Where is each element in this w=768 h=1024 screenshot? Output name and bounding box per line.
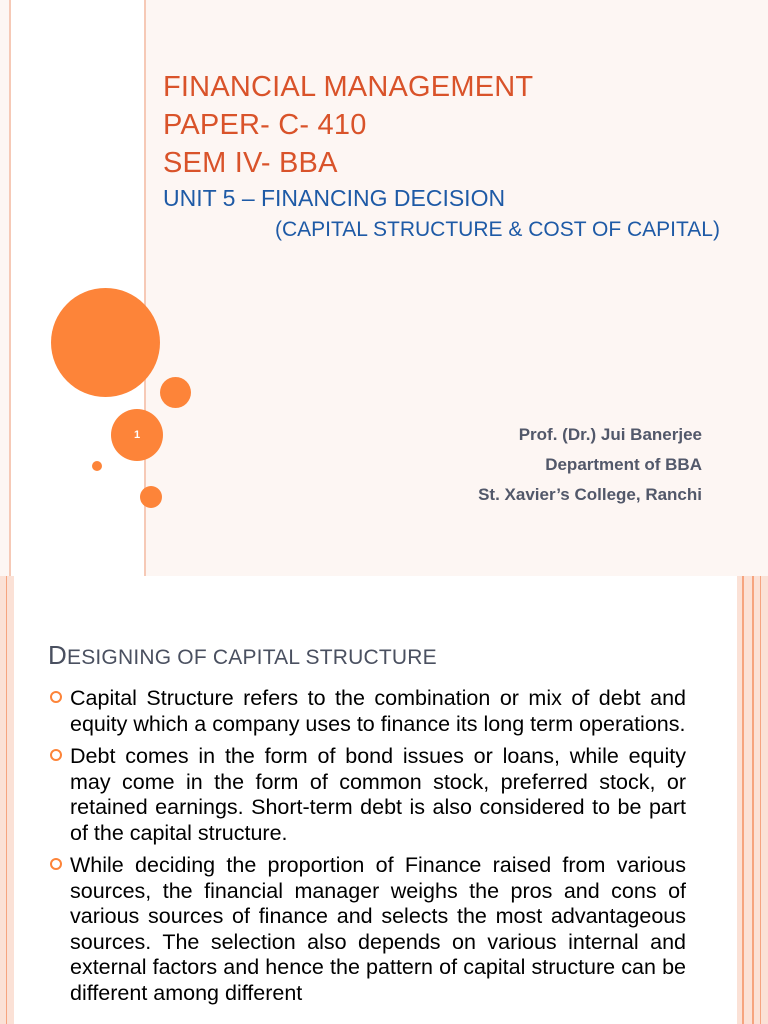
decorative-circle-small bbox=[92, 461, 102, 471]
bullet-text: While deciding the proportion of Finance raised from various sources, the financial manager weighs the pros and cons of various sources of finance and selects the most advantageous sources. The selection also depends on various internal and external factors and hence the pattern of capital structure can be different among different bbox=[70, 853, 686, 1005]
title-line: FINANCIAL MANAGEMENT bbox=[163, 71, 534, 103]
content-slide bbox=[0, 576, 768, 1024]
bullet-text: Debt comes in the form of bond issues or loans, while equity may come in the form of common stock, preferred stock, or retained earnings. Short-term debt is also considered to be part of the capital structure. bbox=[70, 744, 686, 845]
slide-number-badge bbox=[111, 409, 163, 461]
decorative-circle-small bbox=[140, 486, 162, 508]
slide-number: 1 bbox=[133, 429, 141, 441]
slide-heading bbox=[48, 640, 437, 671]
author-department: Department of BBA bbox=[545, 455, 702, 474]
decorative-line bbox=[760, 576, 761, 1024]
decorative-band bbox=[0, 576, 14, 1024]
list-item bbox=[48, 853, 686, 1006]
list-item bbox=[48, 744, 686, 846]
title-line: SEM IV- BBA bbox=[163, 147, 338, 179]
title-line: PAPER- C- 410 bbox=[163, 109, 367, 141]
heading-rest: ESIGNING OF CAPITAL STRUCTURE bbox=[66, 646, 437, 669]
heading-initial: D bbox=[48, 640, 67, 670]
decorative-circle-large bbox=[51, 288, 160, 397]
subtitle-line: (CAPITAL STRUCTURE & COST OF CAPITAL) bbox=[275, 218, 720, 241]
bullet-text: Capital Structure refers to the combination or mix of debt and equity which a company uses to finance its long term operations. bbox=[70, 686, 686, 736]
decorative-line bbox=[752, 576, 754, 1024]
decorative-line bbox=[6, 576, 7, 1024]
subtitle-line: UNIT 5 – FINANCING DECISION bbox=[163, 185, 506, 211]
author-block bbox=[478, 420, 702, 510]
decorative-circle-medium bbox=[160, 377, 191, 408]
hollow-circle-bullet-icon bbox=[50, 691, 62, 703]
bullet-list bbox=[48, 686, 686, 1013]
author-institution: St. Xavier’s College, Ranchi bbox=[478, 485, 702, 504]
slide-title-block bbox=[163, 68, 753, 246]
author-name: Prof. (Dr.) Jui Banerjee bbox=[518, 425, 702, 444]
hollow-circle-bullet-icon bbox=[50, 749, 62, 761]
list-item bbox=[48, 686, 686, 737]
decorative-line bbox=[742, 576, 744, 1024]
decorative-band bbox=[11, 0, 144, 576]
hollow-circle-bullet-icon bbox=[50, 858, 62, 870]
